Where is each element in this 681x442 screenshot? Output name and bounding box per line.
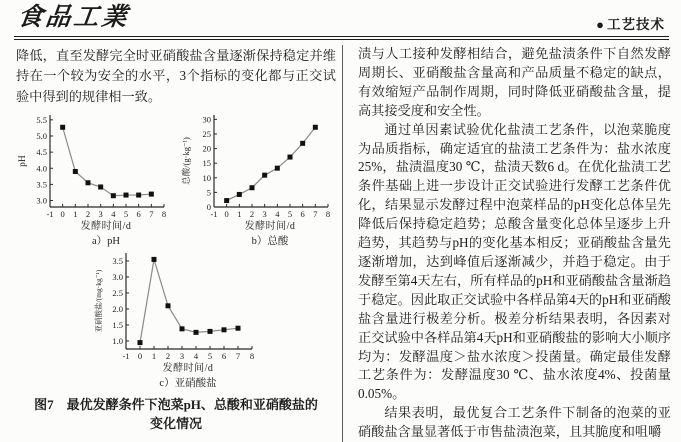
section-title: 工艺技术 <box>607 17 665 32</box>
svg-text:总酸/(g·kg⁻¹): 总酸/(g·kg⁻¹) <box>181 137 191 186</box>
svg-text:4: 4 <box>193 351 199 362</box>
svg-text:4.0: 4.0 <box>36 163 47 174</box>
chart-total-acid <box>180 110 336 248</box>
chart-ph-plot <box>16 110 172 222</box>
svg-text:5: 5 <box>206 187 211 198</box>
svg-text:6: 6 <box>136 209 141 220</box>
svg-text:5: 5 <box>287 209 293 220</box>
svg-text:3: 3 <box>98 209 103 220</box>
chart-total-acid-xlabel: 发酵时间/d <box>244 221 296 233</box>
figure-caption: 图7 最优发酵条件下泡菜pH、总酸和亚硝酸盐的变化情况 <box>34 397 318 432</box>
svg-text:4: 4 <box>111 209 116 220</box>
chart-ph-subcaption: a）pH <box>92 236 120 248</box>
svg-text:0: 0 <box>60 209 65 220</box>
svg-text:0: 0 <box>137 351 143 362</box>
svg-text:2.0: 2.0 <box>112 304 123 315</box>
left-paragraph: 降低，直至发酵完全时亚硝酸盐含量逐渐保持稳定并维持在一个较为安全的水平，3个指标的变化都与正交试验中得到的规律相一致。 <box>16 48 336 104</box>
svg-text:2: 2 <box>249 209 255 220</box>
svg-text:7: 7 <box>149 209 154 220</box>
svg-text:0: 0 <box>206 202 211 213</box>
svg-text:15: 15 <box>202 158 211 169</box>
svg-text:3: 3 <box>179 351 185 362</box>
section-label <box>596 13 665 33</box>
svg-text:8: 8 <box>249 351 255 362</box>
svg-text:3.0: 3.0 <box>36 195 47 206</box>
chart-total-acid-plot <box>180 110 336 222</box>
chart-row-top <box>16 110 336 248</box>
chart-nitrite-subcaption: c）亚硝酸盐 <box>159 378 217 390</box>
svg-text:-1: -1 <box>46 209 54 220</box>
svg-text:2: 2 <box>85 209 91 220</box>
svg-text:4.5: 4.5 <box>36 147 47 158</box>
svg-text:0: 0 <box>224 209 229 220</box>
svg-text:-1: -1 <box>210 209 218 220</box>
svg-text:25: 25 <box>202 129 211 140</box>
svg-text:2.5: 2.5 <box>112 288 123 299</box>
svg-text:1.0: 1.0 <box>112 336 123 347</box>
chart-row-bottom <box>16 248 336 390</box>
page-header <box>0 0 681 33</box>
chart-nitrite-plot <box>92 248 260 364</box>
svg-text:3: 3 <box>262 209 267 220</box>
chart-total-acid-subcaption: b）总酸 <box>251 236 289 248</box>
svg-text:-1: -1 <box>122 351 130 362</box>
chart-ph <box>16 110 172 248</box>
svg-text:6: 6 <box>300 209 305 220</box>
chart-nitrite <box>94 248 255 390</box>
svg-text:5: 5 <box>207 351 213 362</box>
right-paragraph-3: 结果表明，最优复合工艺条件下制备的泡菜的亚硝酸盐含量显著低于市售盐渍泡菜，且其脆度和咀嚼 <box>358 405 671 440</box>
svg-text:7: 7 <box>235 351 241 362</box>
svg-text:3.5: 3.5 <box>36 179 47 190</box>
svg-text:5.0: 5.0 <box>36 131 47 142</box>
svg-text:5.5: 5.5 <box>36 115 47 126</box>
chart-nitrite-xlabel: 发酵时间/d <box>162 363 214 375</box>
svg-text:pH: pH <box>18 155 28 168</box>
right-paragraph-2: 通过单因素试验优化盐渍工艺条件，以泡菜脆度为品质指标，确定适宜的盐渍工艺条件为：盐水浓度25%，盐渍温度30 ℃，盐渍天数6 d。在优化盐渍工艺条件基础上进一步设计正交试验进行发酵工艺条件优化，结果显示发酵过程中泡菜样品的pH变化总体呈先降低后保持稳定趋势；总酸含量变化总体呈逐步上升趋势，其趋势与pH的变化基本相反；亚硝酸盐含量先逐渐增加，达到峰值后逐渐减少，并趋于稳定。由于发酵至第4天左右，所有样品的pH和亚硝酸盐含量渐趋于稳定。因此取正交试验中各样品第4天的pH和亚硝酸盐含量进行极差分析。极差分析结果表明，各因素对正交试验中各样品第4天pH和亚硝酸盐的影响大小顺序均为：发酵温度＞盐水浓度＞投菌量。确定最佳发酵工艺条件为：发酵温度30 ℃、盐水浓度4%、投菌量0.05%。 <box>358 121 671 402</box>
svg-text:5: 5 <box>123 209 129 220</box>
svg-text:4: 4 <box>275 209 280 220</box>
svg-text:2: 2 <box>165 351 171 362</box>
chart-ph-xlabel: 发酵时间/d <box>80 221 132 233</box>
figure-7 <box>16 110 336 433</box>
journal-logo: 食品工業 <box>16 2 132 31</box>
svg-text:20: 20 <box>202 143 211 154</box>
svg-text:8: 8 <box>161 209 167 220</box>
right-paragraph-1: 渍与人工接种发酵相结合，避免盐渍条件下自然发酵周期长、亚硝酸盐含量高和产品质量不稳定的缺点，有效缩短产品制作周期，同时降低亚硝酸盐含量，提高其接受度和安全性。 <box>358 46 671 118</box>
svg-text:10: 10 <box>202 173 211 184</box>
svg-text:亚硝酸盐/(mg·kg⁻¹): 亚硝酸盐/(mg·kg⁻¹) <box>94 269 103 333</box>
svg-text:3.5: 3.5 <box>112 256 123 267</box>
page-body <box>0 40 681 442</box>
bullet-icon: ● <box>596 17 605 32</box>
svg-text:1: 1 <box>151 351 157 362</box>
svg-text:30: 30 <box>202 114 211 125</box>
svg-text:3.0: 3.0 <box>112 272 123 283</box>
svg-text:8: 8 <box>325 209 331 220</box>
left-column <box>16 45 336 442</box>
right-column <box>342 45 671 442</box>
svg-text:1: 1 <box>237 209 242 220</box>
svg-text:1.5: 1.5 <box>112 320 123 331</box>
svg-text:6: 6 <box>221 351 227 362</box>
svg-text:1: 1 <box>73 209 78 220</box>
svg-text:7: 7 <box>313 209 318 220</box>
